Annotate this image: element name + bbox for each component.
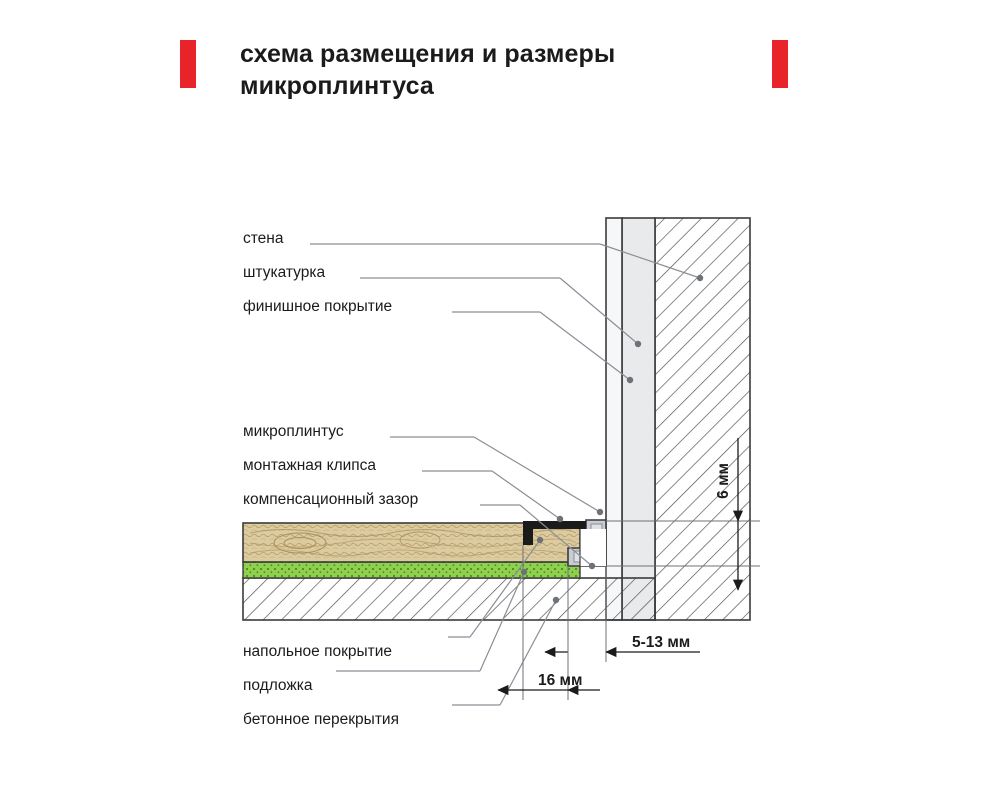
wall-plaster-layer xyxy=(622,218,655,620)
compensation-gap xyxy=(580,529,606,566)
dimension-label-5-13mm: 5-13 мм xyxy=(632,634,691,651)
label-wall: стена xyxy=(243,230,284,247)
label-finish-coating: финишное покрытие xyxy=(243,298,393,315)
label-compensation-gap: компенсационный зазор xyxy=(243,491,419,508)
dimension-label-16mm: 16 мм xyxy=(538,672,583,689)
label-micro-skirting: микроплинтус xyxy=(243,423,344,440)
label-plaster: штукатурка xyxy=(243,264,326,281)
floor-underlay xyxy=(243,562,580,578)
page-title: схема размещения и размеры микроплинтуса xyxy=(240,40,616,100)
label-concrete-slab: бетонное перекрытия xyxy=(243,711,399,728)
label-floor-covering: напольное покрытие xyxy=(243,643,393,660)
concrete-slab xyxy=(243,578,655,620)
label-underlay: подложка xyxy=(243,677,313,694)
wall-finish-layer xyxy=(606,218,622,620)
dimension-label-6mm: 6 мм xyxy=(715,463,732,499)
label-mounting-clip: монтажная клипса xyxy=(243,457,377,474)
